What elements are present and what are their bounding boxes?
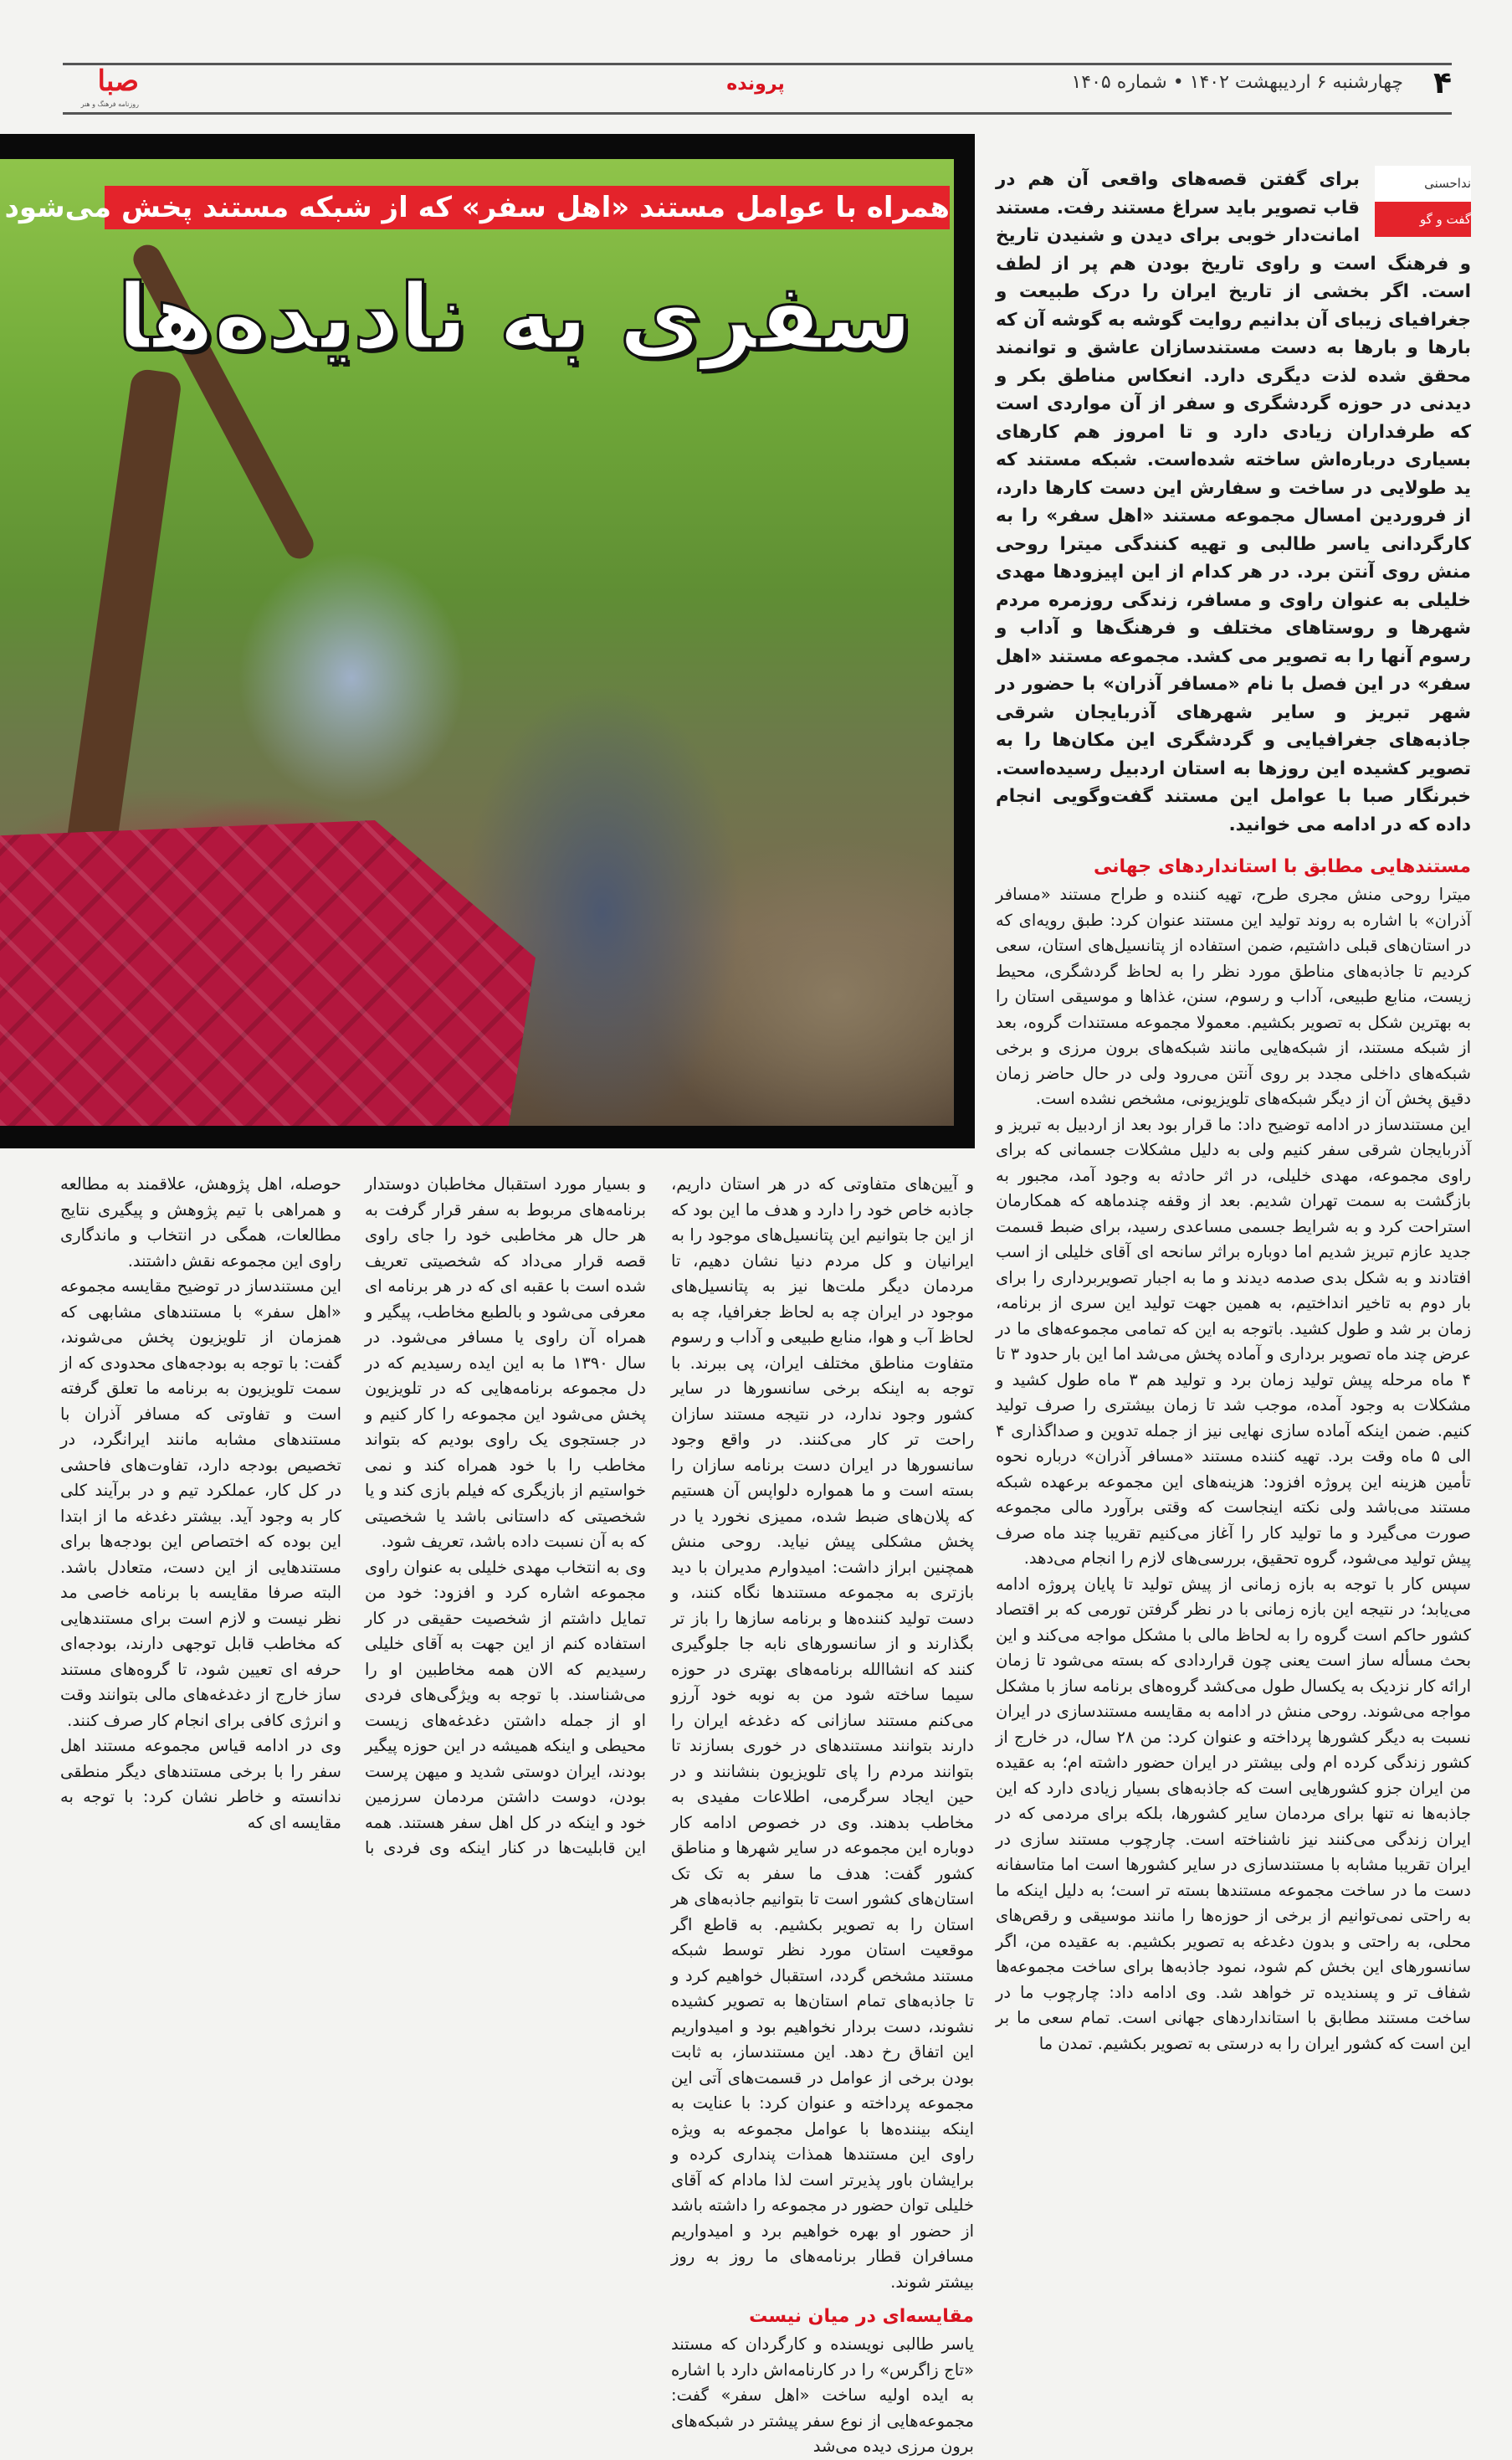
byline-box — [1375, 166, 1471, 237]
masthead-bottom-rule — [63, 112, 1452, 115]
article-intro: برای گفتن قصه‌های واقعی آن هم در قاب تصویر باید سراغ مستند رفت. مستند امانت‌دار خوبی برای دیدن و شنیدن تاریخ و فرهنگ است و راوی تاریخ بودن هم پر از لطف است. اگر بخشی از تاریخ ایران را درک طبیعت و جغرافیای زیبای آن بدانیم روایت گوشه به گوشه آن که بارها و بارها به دست مستندسازان عاشق و توانمند محقق شده لذت دیگری دارد. انعکاس مناطق بکر و دیدنی در حوزه گردشگری و سفر از آن مواردی است که طرفداران زیادی دارد و تا امروز هم کارهای بسیاری درباره‌اش ساخته شده‌است. شبکه مستند که ید طولایی در ساخت و سفارش این دست کارها دارد، از فروردین امسال مجموعه مستند «اهل سفر» را به کارگردانی یاسر طالبی و تهیه کنندگی میترا روحی منش روی آنتن برد. در هر کدام از این اپیزودها مهدی خلیلی به عنوان راوی و مسافر، زندگی روزمره مردم شهرها و روستاهای مختلف و فرهنگ‌ها و آداب و رسوم آنها را به تصویر می کشد. مجموعه مستند «اهل سفر» در این فصل با نام «مسافر آذران» با حضور در شهر تبریز و سایر شهرهای آذربایجان شرقی جاذبه‌های جغرافیایی و گردشگری این مکان‌ها را به تصویر کشیده این روزها به استان اردبیل رسیده‌است. خبرنگار صبا با عوامل این مستند گفت‌وگویی انجام داده که در ادامه می خوانید. — [996, 169, 1471, 835]
section-heading: مستندهایی مطابق با استانداردهای جهانی — [1094, 856, 1471, 877]
column-right — [996, 166, 1471, 2057]
logo-mark: صبا — [97, 64, 139, 98]
article-kicker: همراه با عوامل مستند «اهل سفر» که از شبکه مستند پخش می‌شود — [105, 186, 950, 229]
paragraph: وی به انتخاب مهدی خلیلی به عنوان راوی مجموعه اشاره کرد و افزود: خود من تمایل داشتم از شخصیت حقیقی در کار استفاده کنم از این جهت به آقای خلیلی رسیدیم که الان همه مخاطبین او را می‌شناسند. با توجه به ویژگی‌های فردی او از جمله داشتن دغدغه‌های زیست محیطی و اینکه همیشه در این حوزه پیگیر بودند، ایران دوستی شدید و میهن پرست بودن، دوست داشتن مردمان سرزمین خود و اینکه در کل اهل سفر هستند. همه این قابلیت‌ها در کنار اینکه وی فردی با حوصله، اهل پژوهش، علاقمند به مطالعه و همراهی با تیم پژوهش و پیگیری نتایج مطالعات، همگی در انتخاب و ماندگاری راوی این مجموعه نقش داشتند. — [60, 1174, 646, 1857]
paragraph: یاسر طالبی نویسنده و کارگردان که مستند «تاج زاگرس» را در کارنامه‌اش دارد با اشاره به ایده اولیه ساخت «اهل سفر» گفت: مجموعه‌هایی از نوع سفر پیشتر در شبکه‌های برون مرزی دیده می‌شد — [671, 2334, 974, 2456]
paragraph: این مستندساز در ادامه توضیح داد: ما قرار بود بعد از اردبیل به تبریز و آذربایجان شرقی سفر کنیم ولی به دلیل مشکلات جسمانی که برای راوی مجموعه، مهدی خلیلی، در اثر حادثه به وجود آمد، مجبور به بازگشت به سمت تهران شدیم. بعد از وقفه چندماهه که همکارمان استراحت کرد و به شرایط جسمی مساعدی رسید، برای ضبط قسمت جدید عازم تبریز شدیم اما دوباره براثر سانحه ای آقای خلیلی از اسب افتادند و به شکل بدی صدمه دیدند و ما به اجبار تصویربرداری را برای بار دوم به تاخیر انداختیم، به همین جهت تولید این سری از برنامه، زمان بر شد و طول کشید. باتوجه به این که تمامی مجموعه‌های ما در عرض چند ماه تصویر برداری و آماده پخش می‌شد اما این بار حدود ۳ تا ۴ ماه مرحله پیش تولید زمان برد و تولید هم ۳ ماه طول کشید و مشکلات به وجود آمده، موجب شد تا زمان بیشتری را صرف تولید کنیم. ضمن اینکه آماده سازی نهایی نیز از جمله تدوین و صداگذاری ۴ الی ۵ ماه وقت برد. تهیه کننده مستند «مسافر آذران» درباره نحوه تأمین هزینه این پروژه افزود: هزینه‌های این مجموعه برعهده شبکه مستند می‌باشد ولی نکته اینجاست که وقتی برآورد مالی مجموعه صورت می‌گیرد و ما تولید کار را آغاز می‌کنیم تقریبا چند ماه صرف پیش تولید می‌شود، گروه تحقیق، بررسی‌های لازم را انجام می‌دهد. — [996, 1114, 1471, 1568]
issue-date: چهارشنبه ۶ اردیبهشت ۱۴۰۲ • شماره ۱۴۰۵ — [1071, 72, 1403, 93]
newspaper-logo — [64, 64, 139, 110]
paragraph: این مستندساز در توضیح مقایسه مجموعه «اهل سفر» با مستندهای مشابهی که همزمان از تلویزیون پخش می‌شوند، گفت: با توجه به بودجه‌های محدودی که از سمت تلویزیون به برنامه ما تعلق گرفته است و تفاوتی که مسافر آذران با مستندهای مشابه مانند ایرانگرد، در تخصیص بودجه دارد، تفاوت‌های فاحشی در کل کار، عملکرد تیم و در برآیند کلی کار به وجود آید. بیشتر دغدغه ما از ابتدا این بوده که اختصاص این بودجه‌ها برای مستندهایی از این دست، متعادل باشد. البته صرفا مقایسه با برنامه خاصی مد نظر نیست و لازم است برای مستندهایی که مخاطب قابل توجهی دارند، بودجه‌ای حرفه ای تعیین شود، تا گروه‌های مستند ساز خارج از دغدغه‌های مالی بتوانند وقت و انرژی کافی برای انجام کار صرف کنند. — [60, 1276, 341, 1730]
paragraph: میترا روحی منش مجری طرح، تهیه کننده و طراح مستند «مسافر آذران» با اشاره به روند تولید این مستند عنوان کرد: طبق رویه‌ای که در استان‌های قبلی داشتیم، ضمن استفاده از پتانسیل‌های استان، سعی کردیم تا جاذبه‌های مناطق مورد نظر را به لحاظ گردشگری، محیط زیست، منابع طبیعی، آداب و رسوم، سنن، غذاها و موسیقی استان را به بهترین شکل به تصویر بکشیم. معمولا مجموعه مستندات گروه، بعد از شبکه مستند، از شبکه‌هایی مانند شبکه‌های برون مرزی و برخی شبکه‌های داخلی مجدد بر روی آنتن می‌رود ولی در حال حاضر زمان دقیق پخش آن از دیگر شبکه‌های تلویزیونی، مشخص نشده است. — [996, 885, 1471, 1108]
column-middle-right — [671, 1172, 974, 2460]
article-photo — [0, 159, 954, 1126]
column-left — [60, 1172, 646, 1862]
paragraph: وی در ادامه قیاس مجموعه مستند اهل سفر را با برخی مستندهای دیگر منطقی ندانسته و خاطر نشان کرد: با توجه به مقایسه ای که — [60, 1736, 341, 1832]
paragraph: و آیین‌های متفاوتی که در هر استان داریم، جاذبه خاص خود را دارد و هدف ما این بود که از این جا بتوانیم این پتانسیل‌های موجود را به ایرانیان و کل مردم دنیا نشان دهیم، تا مردمان دیگر ملت‌ها نیز به پتانسیل‌های موجود در ایران چه به لحاظ جغرافیا، چه به لحاظ آب و هوا، منابع طبیعی و آداب و رسوم متفاوت مناطق مختلف ایران، پی ببرند. با توجه به اینکه برخی سانسورها در سایر کشور وجود ندارد، در نتیجه مستند سازان راحت تر کار می‌کنند. در واقع وجود سانسورها در ایران دست برنامه سازان را بسته است و ما همواره دلواپس آن هستیم که پلان‌های ضبط شده، ممیزی نخورد یا در پخش مشکلی پیش نیاید. روحی منش همچنین ابراز داشت: امیدوارم مدیران با دید بازتری به مجموعه مستندها نگاه کنند، و دست تولید کننده‌ها و برنامه سازها را باز تر بگذارند و از سانسورهای نابه جا جلوگیری کنند که انشاالله برنامه‌های بهتری در حوزه سیما ساخته شود من به نوبه خود آرزو می‌کنم مستند سازانی که دغدغه ایران را دارند بتوانند مستندهای در خوری بسازند تا بتوانند مردم را پای تلویزیون بنشانند و در حین ایجاد سرگرمی، اطلاعات مفیدی به مخاطب بدهند. وی در خصوص ادامه کار دوباره این مجموعه در سایر شهرها و مناطق کشور گفت: هدف ما سفر به تک تک استان‌های کشور است تا بتوانیم جاذبه‌های هر استان را به تصویر بکشیم. به قاطع اگر موقعیت استان مورد نظر توسط شبکه مستند مشخص گردد، استقبال خواهیم کرد و تا جاذبه‌های تمام استان‌ها به تصویر کشیده نشوند، دست بردار نخواهیم بود و امیدواریم این اتفاق رخ دهد. این مستندساز، به ثابت بودن برخی از عوامل در قسمت‌های آتی این مجموعه پرداخته و عنوان کرد: با عنایت به اینکه بیننده‌ها با عوامل مجموعه به ویژه راوی این مستندها همذات پنداری کرده و برایشان باور پذیرتر است لذا مادام که آقای خلیلی توان حضور در مجموعه را داشته باشد از حضور او بهره خواهیم برد و امیدواریم مسافران قطار برنامه‌های ما روز به روز بیشتر شوند. — [671, 1174, 974, 2292]
section-heading: مقایسه‌ای در میان نیست — [749, 2306, 974, 2327]
paragraph: سپس کار با توجه به بازه زمانی از پیش تولید تا پایان پروژه ادامه می‌یابد؛ در نتیجه این بازه زمانی با در نظر گرفتن تورمی که بر اقتصاد کشور حاکم است گروه را به لحاظ مالی با مشکل مواجه می‌کند و این بحث مسأله ساز است یعنی چون قراردادی که بسته می‌شود تا زمان ارائه کار نزدیک به یکسال طول می‌کشد گروه‌های برنامه ساز با مشکل مواجه می‌شوند. روحی منش در ادامه به مقایسه مستندسازی در ایران نسبت به دیگر کشورها پرداخته و عنوان کرد: من ۲۸ سال، در خارج از کشور زندگی کرده ام ولی بیشتر در ایران حضور داشته ام؛ به عقیده من ایران جزو کشورهایی است که جاذبه‌های بسیار زیادی دارد که این جاذبه‌ها نه تنها برای مردمان سایر کشورها، بلکه برای مردمی که در ایران زندگی می‌کنند نیز ناشناخته است. چارچوب مستند سازی در ایران تقریبا مشابه با مستندسازی در سایر کشورها است اما متاسفانه دست ما در ساخت مجموعه مستندها بسته تر است؛ به دلیل اینکه ما به راحتی نمی‌توانیم از برخی از حوزه‌ها را مانند موسیقی و رقص‌های محلی، به راحتی و بدون دغدغه به تصویر بکشیم. به عقیده من، اگر سانسورهای این بخش کم شود، نمود جاذبه‌ها برای ساخت مجموعه‌ها شفاف تر و پسندیده تر خواهد شد. وی ادامه داد: چارچوب ما در ساخت مستند مطابق با استانداردهای جهانی است. تمام سعی ما بر این است که کشور ایران را به درستی به تصویر بکشیم. تمدن ما — [996, 1574, 1471, 2053]
tablecloth — [0, 820, 536, 1126]
logo-subtitle: روزنامه فرهنگ و هنر — [80, 100, 139, 108]
article-type-badge: گفت و گو — [1375, 202, 1471, 238]
top-rule — [63, 63, 1452, 65]
article-headline: سفری به نادیده‌ها — [116, 265, 912, 370]
page-number: ۴ — [1433, 66, 1452, 100]
author-name: نداحسنی — [1375, 166, 1471, 202]
section-name: پرونده — [726, 74, 785, 95]
paragraph: و بسیار مورد استقبال مخاطبان دوستدار برنامه‌های مربوط به سفر قرار گرفت به هر حال هر مخاطبی خود را جای راوی قصه قرار می‌داد که شخصیتی تعریف شده است با عقبه ای که در هر برنامه ای معرفی می‌شود و بالطبع مخاطب، پیگیر و همراه آن راوی یا مسافر می‌شود. در سال ۱۳۹۰ ما به این ایده رسیدیم که در دل مجموعه برنامه‌هایی که در تلویزیون پخش می‌شود این مجموعه را کار کنیم و در جستجوی یک راوی بودیم که بتواند مخاطب را با خود همراه کند و نمی خواستیم از بازیگری که فیلم بازی کند و یا شخصیتی که داستانی باشد یا شخصیتی که به آن نسبت داده باشد، تعریف شود. — [365, 1174, 646, 1551]
